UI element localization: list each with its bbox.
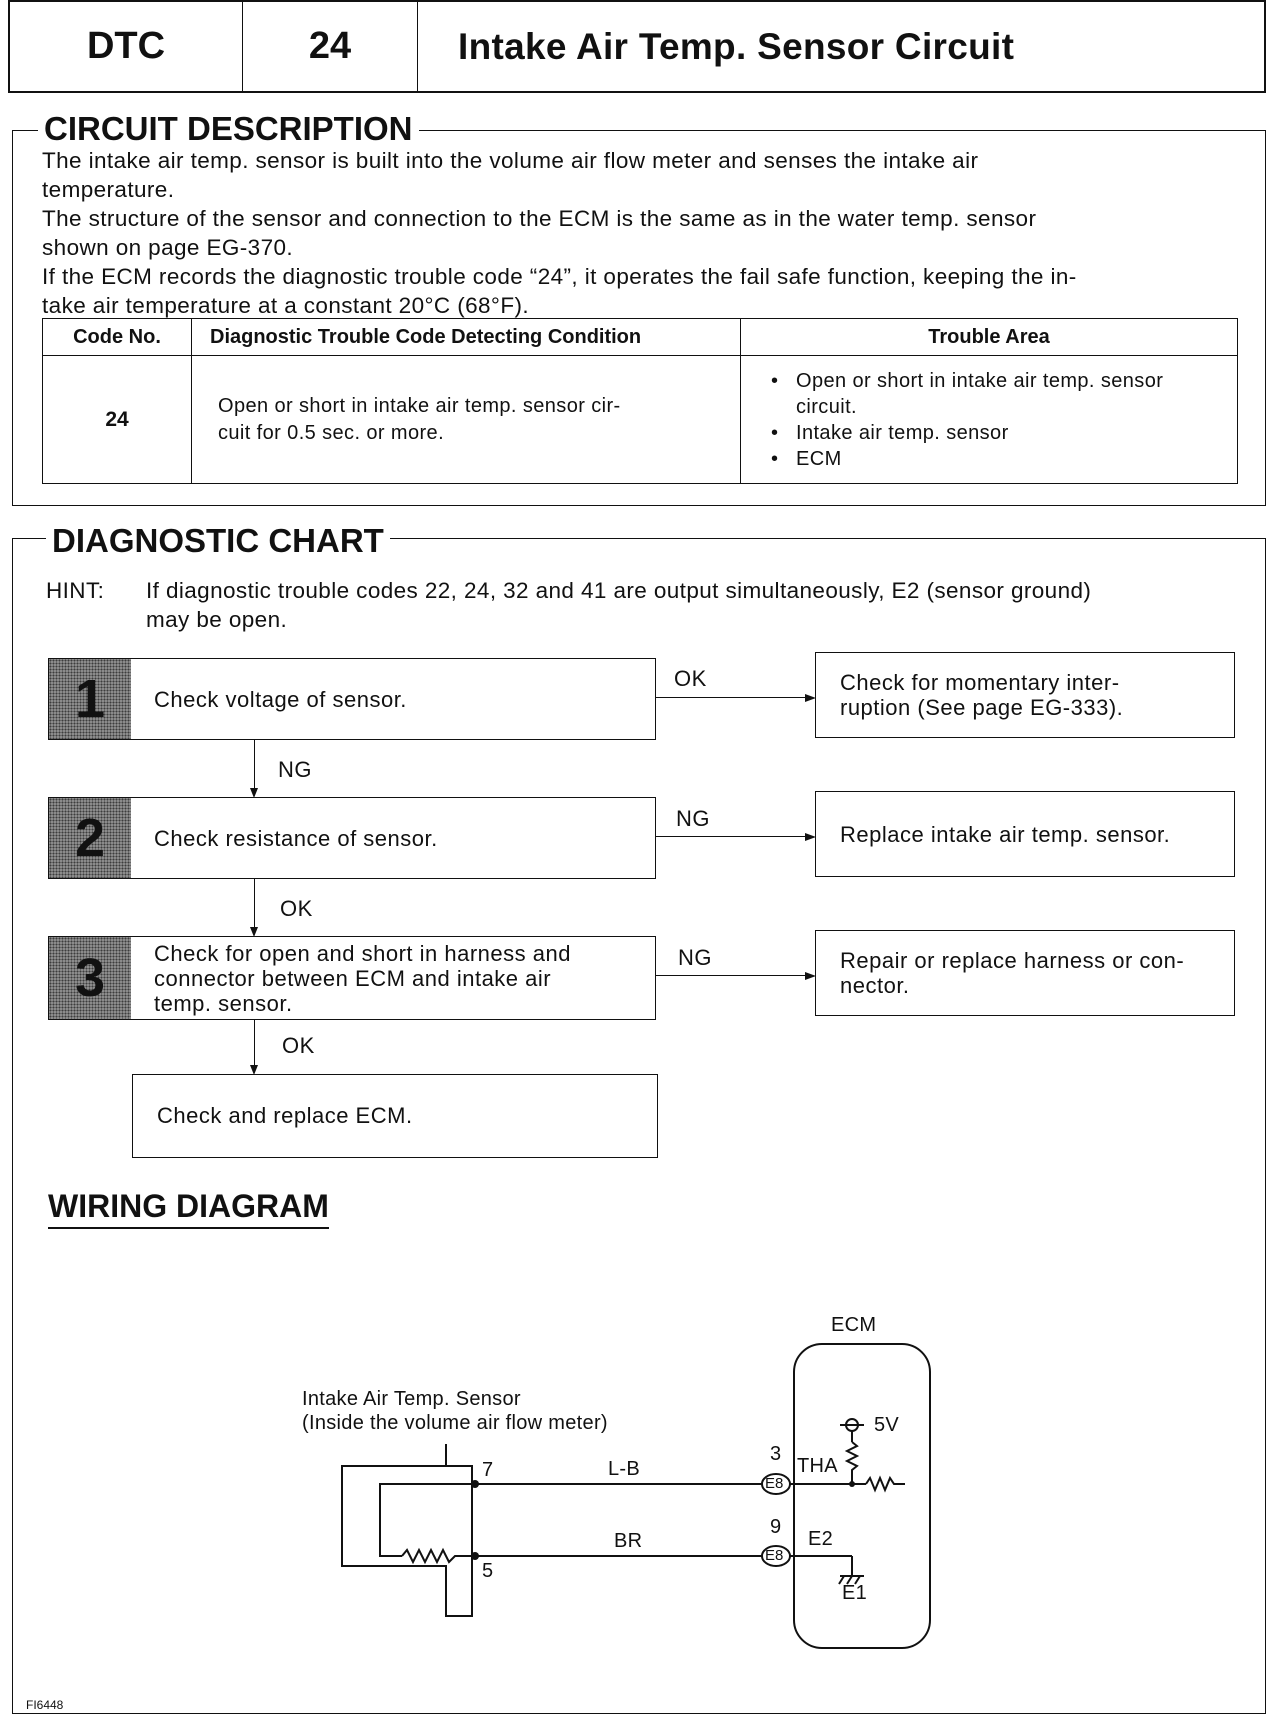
- desc-line: shown on page EG-370.: [42, 235, 294, 260]
- step-2-number: 2: [49, 798, 131, 878]
- page-title: Intake Air Temp. Sensor Circuit: [458, 25, 1015, 67]
- e2-label: E2: [808, 1528, 834, 1550]
- condition-line: cuit for 0.5 sec. or more.: [218, 421, 445, 444]
- result-line: ruption (See page EG-333).: [840, 695, 1124, 720]
- dtc-code: 24: [243, 2, 418, 91]
- sensor-label-line: Intake Air Temp. Sensor: [302, 1388, 521, 1410]
- col-header-code: Code No.: [43, 319, 192, 356]
- circuit-description-title: CIRCUIT DESCRIPTION: [38, 110, 419, 148]
- pullup-resistor: [847, 1442, 857, 1484]
- dtc-label: DTC: [10, 2, 243, 91]
- sensor-resistor: [402, 1550, 475, 1562]
- trouble-area-line: Intake air temp. sensor: [796, 421, 1009, 444]
- step-text-line: Check voltage of sensor.: [154, 686, 407, 712]
- internal-resistor: [866, 1478, 905, 1490]
- bullet: •: [771, 421, 779, 444]
- ecm-pin-3-label: 3: [770, 1443, 782, 1465]
- step-1-side-label: OK: [674, 666, 707, 691]
- ecm-pin-9-label: 9: [770, 1516, 782, 1538]
- bullet: •: [771, 447, 779, 470]
- sensor-inner-loop: [380, 1484, 475, 1556]
- step-text-line: temp. sensor.: [154, 990, 293, 1016]
- connector-e8-bottom-label: E8: [765, 1547, 784, 1564]
- e1-label: E1: [842, 1582, 868, 1604]
- hint-line: may be open.: [146, 607, 288, 632]
- wiring-diagram-title: WIRING DIAGRAM: [48, 1188, 329, 1229]
- desc-line: If the ECM records the diagnostic trouble code “24”, it operates the fail safe function, keeping the in-: [42, 264, 1077, 289]
- wire-br-label: BR: [614, 1530, 643, 1552]
- step-text-line: Check for open and short in harness and: [154, 940, 571, 966]
- trouble-area-line: Open or short in intake air temp. sensor: [796, 369, 1164, 392]
- step-3-side-label: NG: [678, 945, 712, 970]
- result-line: Check for momentary inter-: [840, 670, 1120, 695]
- tha-label: THA: [797, 1455, 838, 1477]
- trouble-area-line: circuit.: [796, 395, 857, 418]
- step-1-number: 1: [49, 659, 131, 739]
- pin-7-label: 7: [482, 1459, 494, 1481]
- footer-code: FI6448: [26, 1698, 64, 1712]
- result-line: nector.: [840, 973, 910, 998]
- sensor-label-line: (Inside the volume air flow meter): [302, 1412, 608, 1434]
- ecm-label: ECM: [831, 1314, 877, 1336]
- desc-line: The intake air temp. sensor is built into the volume air flow meter and senses the intake air: [42, 148, 979, 173]
- final-step-text: Check and replace ECM.: [157, 1103, 413, 1128]
- condition-line: Open or short in intake air temp. sensor cir-: [218, 394, 621, 417]
- step-1-down-label: NG: [278, 757, 312, 782]
- trouble-area-line: ECM: [796, 447, 842, 470]
- hint-label: HINT:: [46, 578, 105, 603]
- col-header-trouble-area: Trouble Area: [741, 319, 1238, 356]
- wire-lb-label: L-B: [608, 1458, 641, 1480]
- diagnostic-chart-title: DIAGNOSTIC CHART: [46, 522, 390, 560]
- step-text-line: connector between ECM and intake air: [154, 965, 552, 991]
- sensor-housing-outline: [342, 1444, 472, 1616]
- step-3-down-label: OK: [282, 1033, 315, 1058]
- connector-e8-top-label: E8: [765, 1475, 784, 1492]
- desc-line: temperature.: [42, 177, 175, 202]
- result-line: Replace intake air temp. sensor.: [840, 821, 1171, 847]
- step-2-down-label: OK: [280, 896, 313, 921]
- supply-5v-label: 5V: [874, 1414, 900, 1436]
- hint-line: If diagnostic trouble codes 22, 24, 32 and 41 are output simultaneously, E2 (sensor ground): [146, 578, 1092, 603]
- desc-line: The structure of the sensor and connection to the ECM is the same as in the water temp. sensor: [42, 206, 1037, 231]
- desc-line: take air temperature at a constant 20°C (68°F).: [42, 293, 530, 318]
- sensor-label: [302, 1387, 608, 1435]
- step-text-line: Check resistance of sensor.: [154, 825, 438, 851]
- step-2-side-label: NG: [676, 806, 710, 831]
- bullet: •: [771, 369, 779, 392]
- col-header-condition: Diagnostic Trouble Code Detecting Condition: [192, 319, 741, 356]
- step-3-number: 3: [49, 937, 131, 1019]
- code-cell: 24: [43, 356, 192, 484]
- pin-5-label: 5: [482, 1560, 494, 1582]
- result-line: Repair or replace harness or con-: [840, 948, 1185, 973]
